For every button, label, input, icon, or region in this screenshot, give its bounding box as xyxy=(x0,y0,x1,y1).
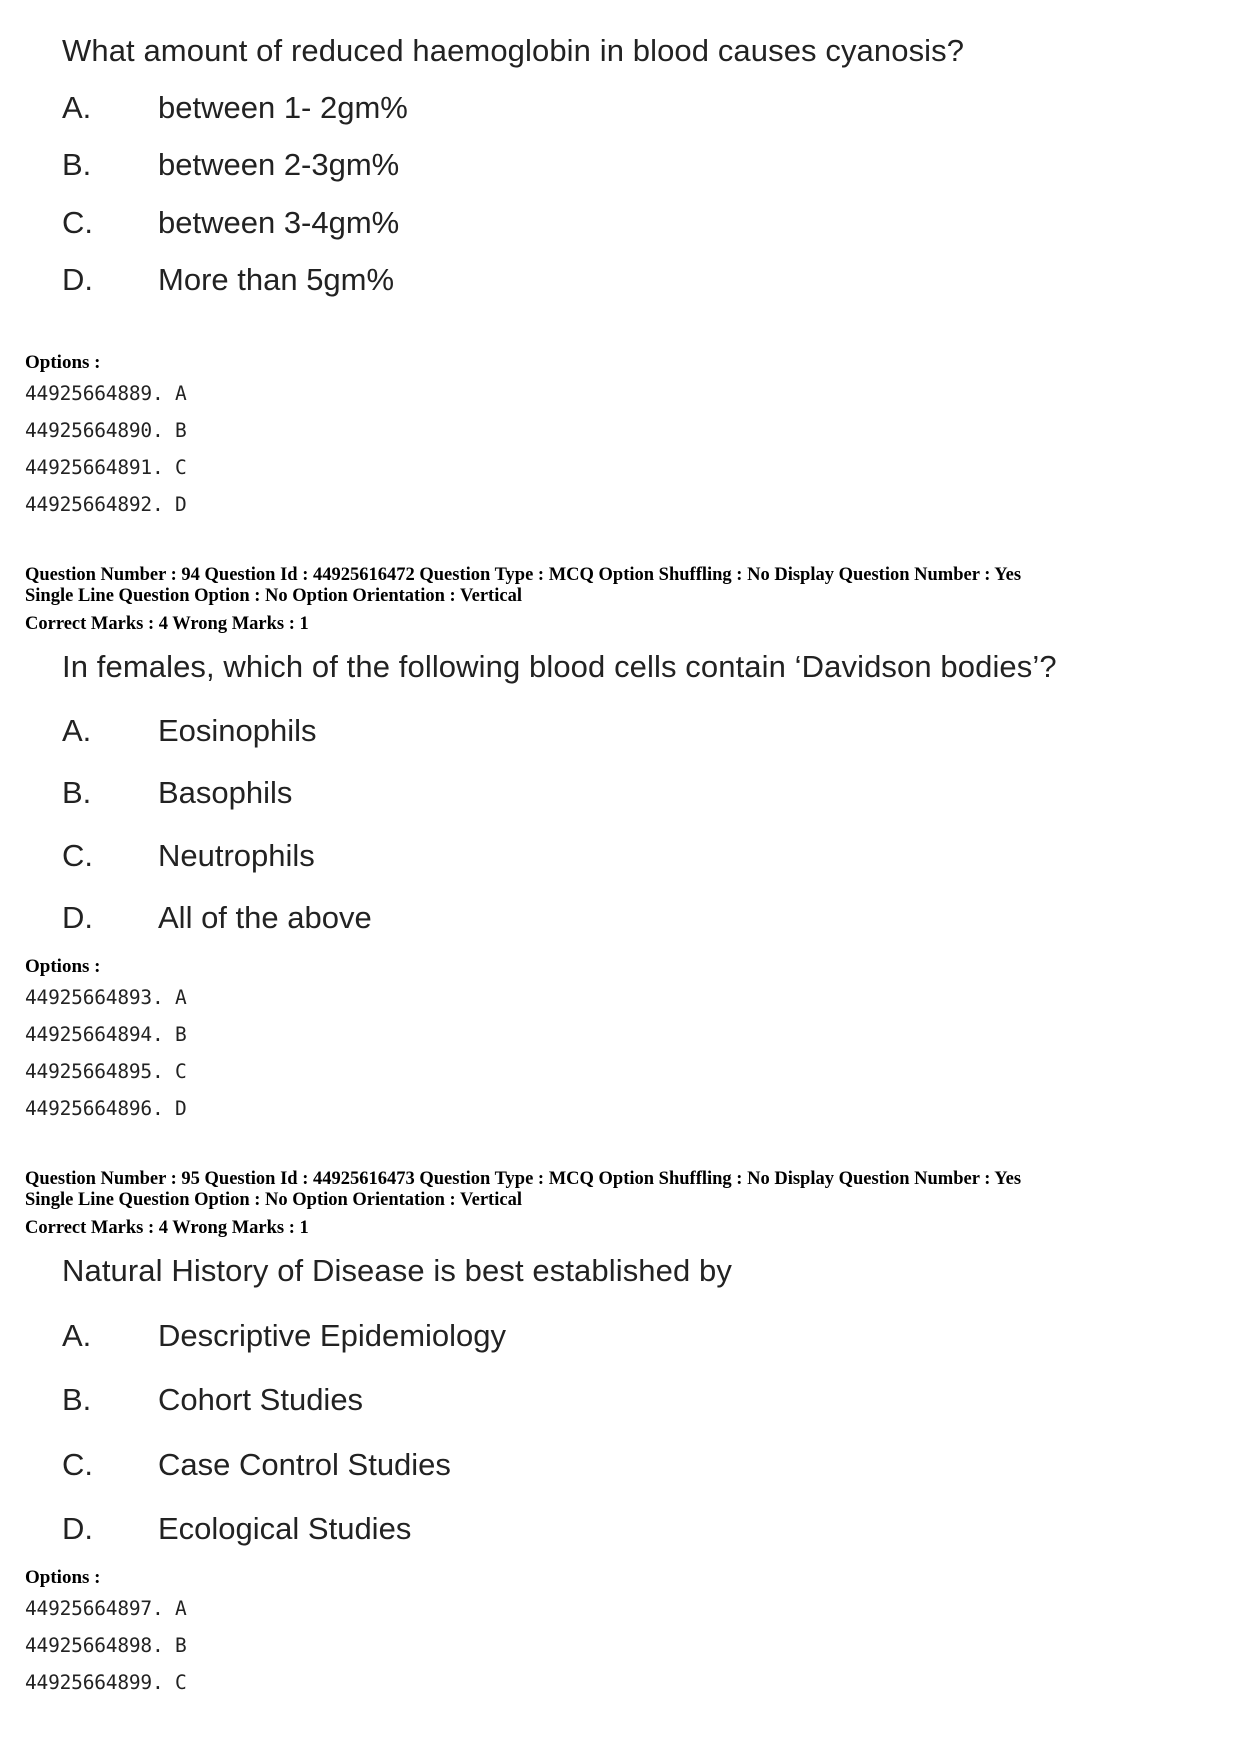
choice-letter: B. xyxy=(62,1382,92,1417)
choice-text: All of the above xyxy=(158,900,372,935)
choice-a xyxy=(62,1318,506,1354)
choice-letter: C. xyxy=(62,838,93,873)
choice-letter: A. xyxy=(62,90,92,125)
option-id: 44925664892. D xyxy=(25,493,187,516)
option-id: 44925664899. C xyxy=(25,1671,187,1694)
question-marks: Correct Marks : 4 Wrong Marks : 1 xyxy=(25,1218,309,1238)
option-id: 44925664895. C xyxy=(25,1060,187,1083)
choice-text: Basophils xyxy=(158,775,293,810)
choice-c xyxy=(62,1447,451,1483)
choice-letter: D. xyxy=(62,1511,93,1546)
choice-text: Ecological Studies xyxy=(158,1511,412,1546)
choice-d xyxy=(62,262,394,298)
option-id: 44925664890. B xyxy=(25,419,187,442)
question-meta: Question Number : 94 Question Id : 44925616472 Question Type : MCQ Option Shuffling : No Display Question Number : Yes xyxy=(25,565,1022,585)
choice-text: Eosinophils xyxy=(158,713,317,748)
option-id: 44925664894. B xyxy=(25,1023,187,1046)
question-text: Natural History of Disease is best established by xyxy=(62,1253,732,1288)
question-marks: Correct Marks : 4 Wrong Marks : 1 xyxy=(25,614,309,634)
choice-d xyxy=(62,1511,411,1547)
choice-a xyxy=(62,90,408,126)
option-id: 44925664889. A xyxy=(25,382,187,405)
choice-text: Case Control Studies xyxy=(158,1447,451,1482)
choice-text: between 1- 2gm% xyxy=(158,90,408,125)
choice-text: More than 5gm% xyxy=(158,262,395,297)
question-text: What amount of reduced haemoglobin in blood causes cyanosis? xyxy=(62,33,965,68)
choice-b xyxy=(62,147,399,183)
option-id: 44925664896. D xyxy=(25,1097,187,1120)
choice-letter: D. xyxy=(62,900,93,935)
choice-letter: B. xyxy=(62,147,92,182)
choice-b xyxy=(62,775,292,811)
options-label: Options : xyxy=(25,352,101,373)
options-label: Options : xyxy=(25,1567,101,1588)
choice-text: Neutrophils xyxy=(158,838,315,873)
choice-a xyxy=(62,713,317,749)
choice-text: between 2-3gm% xyxy=(158,147,400,182)
choice-d xyxy=(62,900,372,936)
question-meta: Single Line Question Option : No Option Orientation : Vertical xyxy=(25,586,522,606)
choice-b xyxy=(62,1382,363,1418)
question-meta: Single Line Question Option : No Option Orientation : Vertical xyxy=(25,1190,522,1210)
choice-letter: D. xyxy=(62,262,93,297)
choice-letter: C. xyxy=(62,1447,93,1482)
choice-text: Descriptive Epidemiology xyxy=(158,1318,507,1353)
question-text: In females, which of the following blood cells contain ‘Davidson bodies’? xyxy=(62,649,1057,684)
question-meta: Question Number : 95 Question Id : 44925616473 Question Type : MCQ Option Shuffling : No Display Question Number : Yes xyxy=(25,1169,1022,1189)
option-id: 44925664893. A xyxy=(25,986,187,1009)
choice-letter: B. xyxy=(62,775,92,810)
choice-c xyxy=(62,205,399,241)
option-id: 44925664891. C xyxy=(25,456,187,479)
option-id: 44925664897. A xyxy=(25,1597,187,1620)
options-label: Options : xyxy=(25,956,101,977)
option-id: 44925664898. B xyxy=(25,1634,187,1657)
choice-c xyxy=(62,838,315,874)
choice-text: Cohort Studies xyxy=(158,1382,364,1417)
choice-letter: A. xyxy=(62,1318,92,1353)
choice-letter: C. xyxy=(62,205,93,240)
choice-text: between 3-4gm% xyxy=(158,205,400,240)
choice-letter: A. xyxy=(62,713,92,748)
